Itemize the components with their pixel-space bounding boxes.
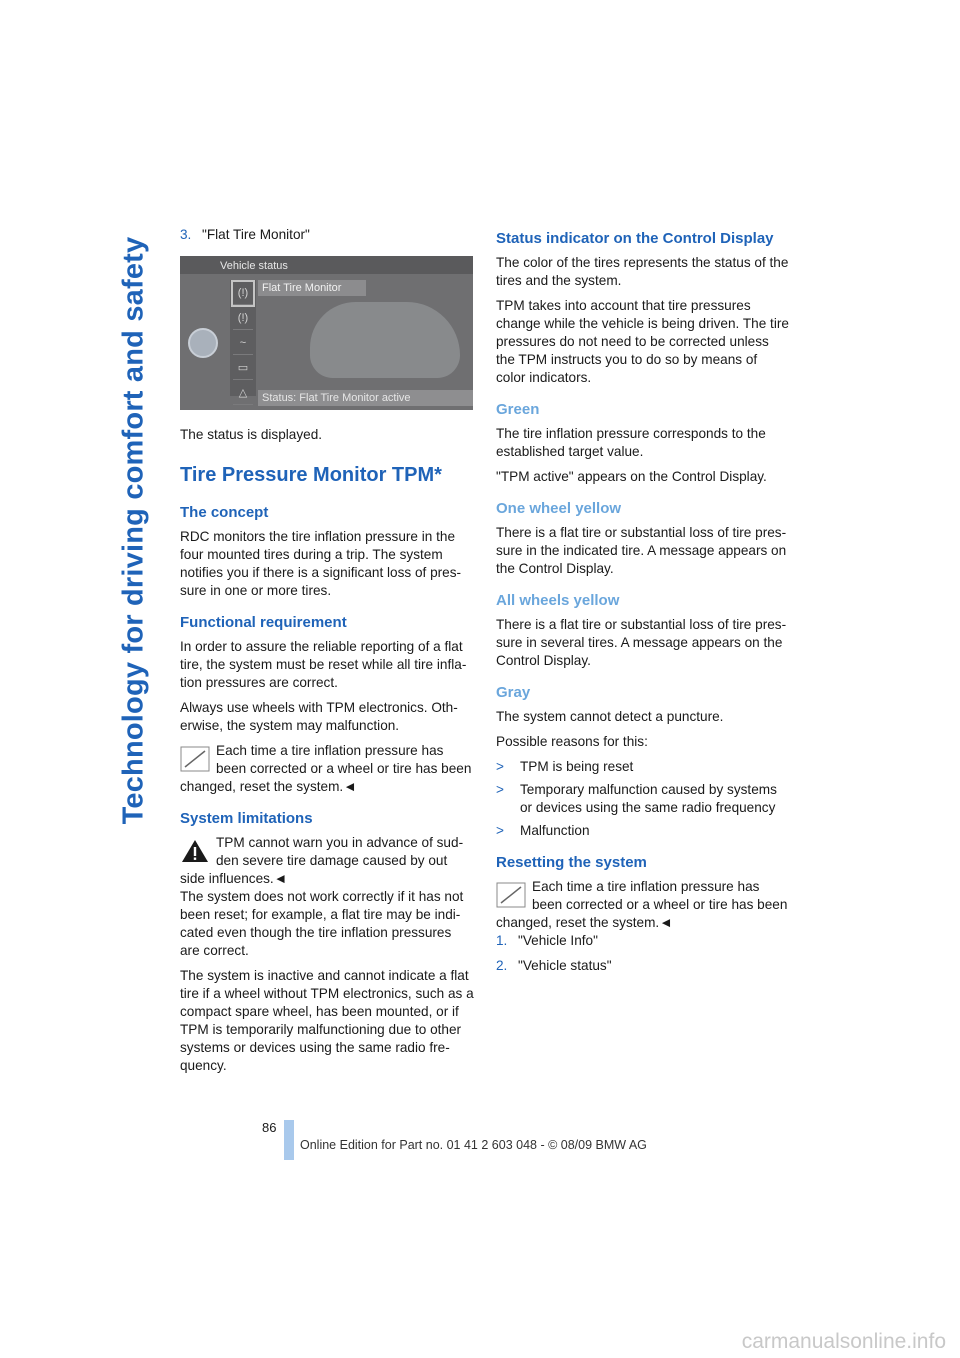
- status-text-2: TPM takes into account that tire pressures change while the vehicle is being driven. The tire pressures do not need to be corrected unless the TPM instructs you to do so by means of color indicators.: [496, 298, 789, 385]
- step-text: "Vehicle Info": [518, 933, 598, 948]
- section-heading-tpm: Tire Pressure Monitor TPM*: [180, 464, 442, 486]
- note-check-icon: [496, 882, 526, 908]
- heading-all-wheels-yellow: All wheels yellow: [496, 592, 620, 609]
- step-2: [496, 957, 790, 975]
- step-text: "Flat Tire Monitor": [202, 227, 310, 242]
- limits-text-1: The system does not work correctly if it has not been reset; for example, a flat tire may be indicated even though the tire inflation pressures are correct.: [180, 889, 464, 958]
- list-item: [496, 758, 790, 776]
- list-item-text: TPM is being reset: [520, 759, 634, 774]
- list-item: [496, 822, 790, 840]
- note-text-rest: changed, reset the system.◄: [496, 915, 673, 930]
- bullet-marker: >: [496, 823, 504, 838]
- tire-warning-icon: (!): [233, 282, 253, 305]
- note-text-rest: changed, reset the system.◄: [180, 779, 357, 794]
- gray-text-2: Possible reasons for this:: [496, 734, 648, 749]
- warning-triangle-icon: △: [233, 382, 253, 405]
- screen-icon-column: [230, 280, 256, 399]
- heading-concept: The concept: [180, 504, 269, 521]
- bullet-marker: >: [496, 759, 504, 774]
- note-text-first: Each time a tire inflation pressure has been corrected or a wheel or tire has been: [532, 879, 788, 912]
- gray-text-1: The system cannot detect a puncture.: [496, 709, 724, 724]
- heading-green: Green: [496, 401, 540, 418]
- green-text-1: The tire inflation pressure corresponds to the established target value.: [496, 426, 766, 459]
- list-item-text: Malfunction: [520, 823, 590, 838]
- step-text: "Vehicle status": [518, 958, 612, 973]
- step-number: 2.: [496, 958, 508, 973]
- warning-triangle-icon: [180, 838, 210, 864]
- vehicle-status-screenshot: [180, 256, 473, 410]
- all-yellow-text: There is a flat tire or substantial loss of tire pressure in several tires. A message appears on the Control Display.: [496, 617, 787, 668]
- watermark: carmanualsonline.info: [741, 1330, 946, 1353]
- warning-text-first: TPM cannot warn you in advance of sudden severe tire damage caused by out: [216, 835, 464, 868]
- functional-text-2: Always use wheels with TPM electronics. Otherwise, the system may malfunction.: [180, 700, 458, 733]
- one-yellow-text: There is a flat tire or substantial loss of tire pressure in the indicated tire. A message appears on the Control Display.: [496, 525, 787, 576]
- heading-system-limitations: System limitations: [180, 810, 313, 827]
- heading-one-wheel-yellow: One wheel yellow: [496, 500, 622, 517]
- car-icon: ▭: [233, 357, 253, 380]
- screen-title: Vehicle status: [220, 260, 288, 272]
- screen-title-bar: [180, 256, 473, 274]
- step-3: [180, 226, 474, 244]
- step-1: [496, 932, 790, 950]
- warning-note: [180, 834, 474, 888]
- list-item: [496, 781, 790, 817]
- side-section-title-text: Technology for driving comfort and safety: [117, 236, 150, 824]
- limits-text-2: The system is inactive and cannot indicate a flat tire if a wheel without TPM electronics, such as a compact spare wheel, has been mounted, or if TPM is temporarily malfunctioning due to other systems or devices using the same radio frequency.: [180, 968, 474, 1073]
- footer-accent-bar: [284, 1120, 294, 1160]
- note-text-first: Each time a tire inflation pressure has been corrected or a wheel or tire has been: [216, 743, 472, 776]
- left-column: [180, 226, 474, 1082]
- step-number: 3.: [180, 227, 192, 242]
- screen-menu-item: Flat Tire Monitor: [258, 280, 366, 296]
- green-text-2: "TPM active" appears on the Control Display.: [496, 469, 767, 484]
- heading-status-indicator: Status indicator on the Control Display: [496, 230, 774, 247]
- heading-gray: Gray: [496, 684, 531, 701]
- step-number: 1.: [496, 933, 508, 948]
- functional-text-1: In order to assure the reliable reporting of a flat tire, the system must be reset while all tire inflation pressures are correct.: [180, 639, 467, 690]
- status-text-1: The color of the tires represents the status of the tires and the system.: [496, 255, 789, 288]
- note-check-icon: [180, 746, 210, 772]
- heading-functional-requirement: Functional requirement: [180, 614, 347, 631]
- bullet-marker: >: [496, 782, 504, 797]
- concept-text: RDC monitors the tire inflation pressure in the four mounted tires during a trip. The system notifies you if there is a significant loss of pressure in one or more tires.: [180, 529, 462, 598]
- heading-resetting-system: Resetting the system: [496, 854, 647, 871]
- car-illustration: [310, 302, 460, 378]
- list-item-text: Temporary malfunction caused by systems or devices using the same radio frequency: [520, 782, 777, 815]
- controller-knob-icon: [188, 328, 218, 358]
- note-reset: [180, 742, 474, 796]
- tire-pressure-icon: (!): [233, 307, 253, 330]
- side-section-title: [112, 230, 156, 830]
- screen-status-bar: Status: Flat Tire Monitor active: [258, 390, 473, 406]
- oil-can-icon: ~: [233, 332, 253, 355]
- reasons-list: [496, 758, 790, 840]
- page-number: 86: [262, 1120, 277, 1135]
- warning-text-rest: side influences.◄: [180, 871, 288, 886]
- status-displayed: The status is displayed.: [180, 427, 323, 442]
- note-reset-2: [496, 878, 790, 932]
- footer-edition: Online Edition for Part no. 01 41 2 603 048 - © 08/09 BMW AG: [300, 1138, 647, 1152]
- right-column: [496, 226, 790, 982]
